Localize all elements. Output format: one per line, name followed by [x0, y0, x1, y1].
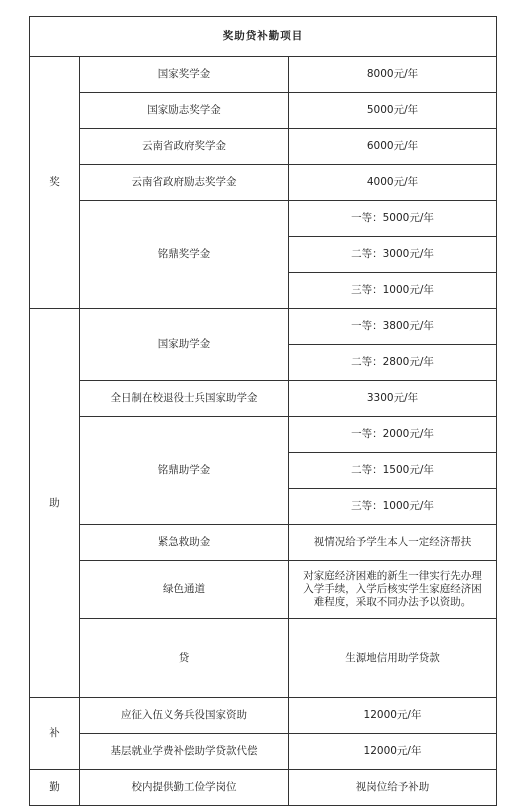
- amount-cell: 6000元/年: [289, 129, 497, 165]
- item-cell: 生源地信用助学贷款: [289, 619, 497, 698]
- table-row: [30, 734, 497, 770]
- item-cell: 校内提供勤工俭学岗位: [80, 770, 289, 806]
- title-row: [30, 17, 497, 57]
- amount-cell: 一等：2000元/年: [289, 417, 497, 453]
- amount-cell: 12000元/年: [289, 734, 497, 770]
- category-bu: 补: [30, 698, 80, 770]
- table-row: [30, 165, 497, 201]
- item-cell: 铭鼎助学金: [80, 417, 289, 525]
- item-cell: 全日制在校退役士兵国家助学金: [80, 381, 289, 417]
- table-row: [30, 698, 497, 734]
- table-row: [30, 525, 497, 561]
- table-row: [30, 381, 497, 417]
- item-cell: 云南省政府奖学金: [80, 129, 289, 165]
- green-channel-line: 对家庭经济困难的新生一律实行先办理: [303, 570, 482, 582]
- amount-cell: 三等：1000元/年: [289, 489, 497, 525]
- amount-cell: 一等：5000元/年: [289, 201, 497, 237]
- item-cell: 绿色通道: [80, 561, 289, 619]
- category-dai: 贷: [80, 619, 289, 698]
- category-zhu: 助: [30, 309, 80, 698]
- table-row: [30, 561, 497, 619]
- item-cell: 铭鼎奖学金: [80, 201, 289, 309]
- item-cell: 国家助学金: [80, 309, 289, 381]
- item-cell: 国家励志奖学金: [80, 93, 289, 129]
- table-row: [30, 619, 497, 698]
- table-row: [30, 129, 497, 165]
- amount-cell: 二等：3000元/年: [289, 237, 497, 273]
- table-row: [30, 57, 497, 93]
- item-cell: 应征入伍义务兵役国家资助: [80, 698, 289, 734]
- green-channel-line: 难程度，采取不同办法予以资助。: [313, 596, 472, 608]
- amount-cell: 4000元/年: [289, 165, 497, 201]
- amount-cell: 视情况给予学生本人一定经济帮扶: [289, 525, 497, 561]
- table-row: [30, 770, 497, 806]
- aid-programs-table: [29, 16, 497, 806]
- item-cell: 国家奖学金: [80, 57, 289, 93]
- amount-cell: 视岗位给予补助: [289, 770, 497, 806]
- amount-cell: 三等：1000元/年: [289, 273, 497, 309]
- amount-cell: 12000元/年: [289, 698, 497, 734]
- green-channel-line: 入学手续，入学后核实学生家庭经济困: [303, 583, 482, 595]
- category-jiang: 奖: [30, 57, 80, 309]
- amount-cell: 一等：3800元/年: [289, 309, 497, 345]
- table-row: [30, 93, 497, 129]
- amount-cell: 5000元/年: [289, 93, 497, 129]
- amount-cell: 8000元/年: [289, 57, 497, 93]
- table-row: [30, 201, 497, 237]
- category-qin: 勤: [30, 770, 80, 806]
- item-cell: 云南省政府励志奖学金: [80, 165, 289, 201]
- amount-cell: 3300元/年: [289, 381, 497, 417]
- table-title: 奖助贷补勤项目: [30, 17, 497, 57]
- table-row: [30, 309, 497, 345]
- amount-cell-multiline: [289, 561, 497, 619]
- amount-cell: 二等：1500元/年: [289, 453, 497, 489]
- table-row: [30, 417, 497, 453]
- item-cell: 基层就业学费补偿助学贷款代偿: [80, 734, 289, 770]
- amount-cell: 二等：2800元/年: [289, 345, 497, 381]
- item-cell: 紧急救助金: [80, 525, 289, 561]
